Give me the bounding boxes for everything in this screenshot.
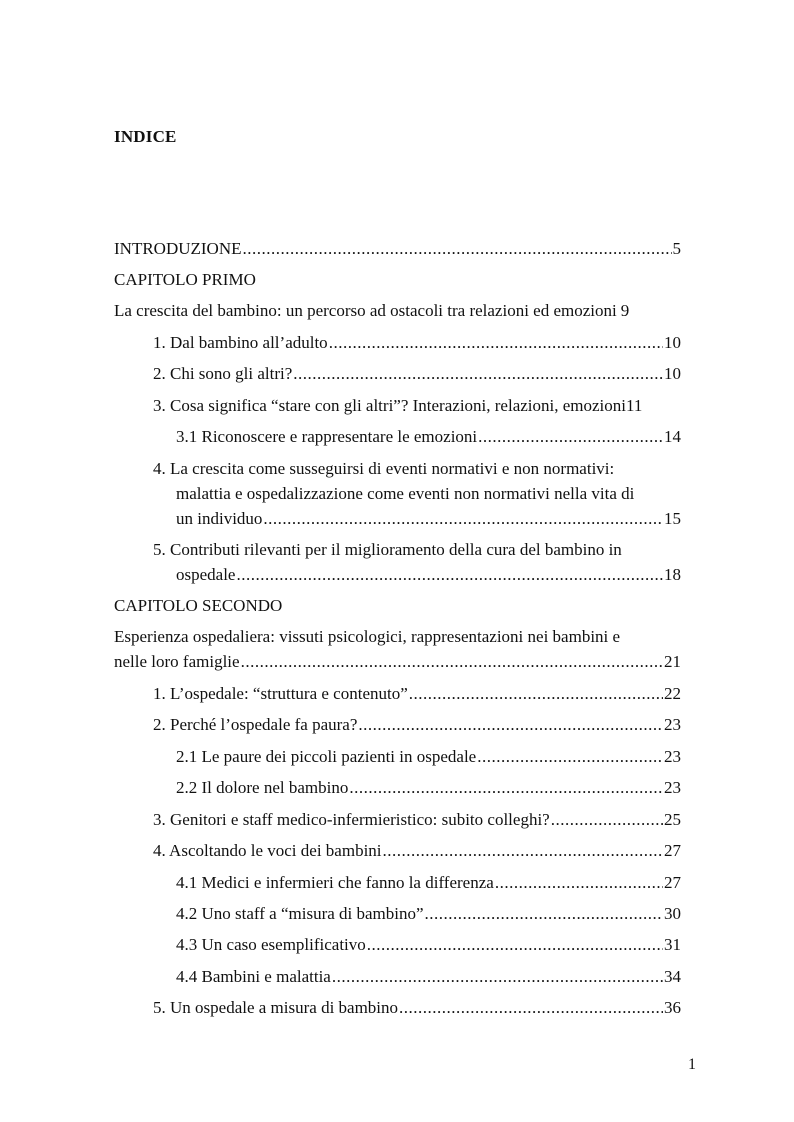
dot-leader	[329, 331, 663, 355]
dot-leader	[263, 507, 663, 531]
toc-entry-label: 1. Dal bambino all’adulto	[153, 333, 328, 352]
toc-entry-page: 31	[664, 935, 681, 954]
toc-entry-1-1[interactable]	[153, 331, 681, 355]
toc-entry-chapter2-title[interactable]	[114, 650, 681, 674]
dot-leader	[409, 682, 663, 706]
toc-entry-chapter2-line1: Esperienza ospedaliera: vissuti psicologici, rappresentazioni nei bambini e	[114, 627, 621, 646]
toc-entry-label: ospedale	[176, 565, 236, 584]
dot-leader	[495, 871, 663, 895]
toc-entry-label: 4.2 Uno staff a “misura di bambino”	[176, 904, 424, 923]
index-heading: INDICE	[114, 127, 177, 146]
toc-entry-label: La crescita del bambino: un percorso ad ostacoli tra relazioni ed emozioni	[114, 301, 617, 320]
dot-leader	[293, 362, 663, 386]
toc-entry-label: 5. Un ospedale a misura di bambino	[153, 998, 399, 1017]
toc-entry-2-1[interactable]	[153, 682, 681, 706]
toc-entry-2-2[interactable]	[153, 713, 681, 737]
toc-entry-label: 2. Perché l’ospedale fa paura?	[153, 715, 358, 734]
toc-entry-label: INTRODUZIONE	[114, 239, 242, 258]
chapter-heading-secondo: CAPITOLO SECONDO	[114, 596, 283, 615]
toc-entry-2-5[interactable]	[153, 996, 681, 1020]
toc-entry-page: 27	[664, 841, 681, 860]
toc-entry-label: 4.1 Medici e infermieri che fanno la differenza	[176, 873, 494, 892]
toc-entry-2-3[interactable]	[153, 808, 681, 832]
toc-entry-page: 34	[664, 967, 681, 986]
toc-entry-page: 21	[664, 652, 681, 671]
toc-entry-2-4-4[interactable]	[176, 965, 681, 989]
toc-entry-page: 10	[664, 364, 681, 383]
toc-entry-page: 23	[664, 778, 681, 797]
toc-entry-1-5[interactable]	[176, 563, 681, 587]
dot-leader	[478, 425, 663, 449]
toc-entry-label: un individuo	[176, 509, 263, 528]
toc-entry-1-2[interactable]	[153, 362, 681, 386]
toc-entry-page: 23	[664, 747, 681, 766]
toc-entry-page: 10	[664, 333, 681, 352]
toc-entry-label: 1. L’ospedale: “struttura e contenuto”	[153, 684, 408, 703]
toc-entry-label: 2.2 Il dolore nel bambino	[176, 778, 349, 797]
toc-entry-page: 15	[664, 509, 681, 528]
toc-entry-page: 30	[664, 904, 681, 923]
dot-leader	[241, 650, 663, 674]
toc-entry-2-2-1[interactable]	[176, 745, 681, 769]
toc-entry-label: 2. Chi sono gli altri?	[153, 364, 293, 383]
page-number: 1	[688, 1056, 696, 1073]
toc-entry-2-4[interactable]	[153, 839, 681, 863]
toc-entry-page: 27	[664, 873, 681, 892]
toc-entry-2-4-1[interactable]	[176, 871, 681, 895]
toc-entry-label: 2.1 Le paure dei piccoli pazienti in ospedale	[176, 747, 477, 766]
toc-entry-page: 23	[664, 715, 681, 734]
toc-entry-1-4-line2: malattia e ospedalizzazione come eventi non normativi nella vita di	[176, 484, 635, 503]
toc-entry-page: 22	[664, 684, 681, 703]
toc-entry-introduzione[interactable]	[114, 237, 681, 261]
dot-leader	[551, 808, 663, 832]
dot-leader	[383, 839, 663, 863]
toc-entry-1-5-line1: 5. Contributi rilevanti per il miglioramento della cura del bambino in	[153, 540, 622, 559]
toc-entry-2-4-3[interactable]	[176, 933, 681, 957]
dot-leader	[399, 996, 663, 1020]
toc-entry-page: 9	[620, 301, 630, 320]
toc-entry-page: 25	[664, 810, 681, 829]
toc-entry-label: 3. Genitori e staff medico-infermieristico: subito colleghi?	[153, 810, 550, 829]
dot-leader	[332, 965, 663, 989]
toc-entry-label: 4. Ascoltando le voci dei bambini	[153, 841, 382, 860]
toc-entry-page: 5	[672, 239, 681, 258]
toc-entry-1-4-line1: 4. La crescita come susseguirsi di eventi normativi e non normativi:	[153, 459, 615, 478]
toc-entry-page: 11	[626, 396, 643, 415]
dot-leader	[367, 933, 663, 957]
dot-leader	[358, 713, 663, 737]
dot-leader	[242, 237, 671, 261]
toc-entry-2-2-2[interactable]	[176, 776, 681, 800]
toc-entry-label: nelle loro famiglie	[114, 652, 240, 671]
dot-leader	[236, 563, 663, 587]
chapter-heading-primo: CAPITOLO PRIMO	[114, 270, 256, 289]
toc-entry-label: 4.3 Un caso esemplificativo	[176, 935, 366, 954]
toc-entry-page: 14	[664, 427, 681, 446]
dot-leader	[425, 902, 663, 926]
toc-entry-label: 3. Cosa significa “stare con gli altri”? Interazioni, relazioni, emozioni	[153, 396, 626, 415]
toc-entry-1-4[interactable]	[176, 507, 681, 531]
dot-leader	[349, 776, 663, 800]
toc-entry-1-3[interactable]	[153, 394, 690, 418]
toc-entry-1-3-1[interactable]	[176, 425, 681, 449]
toc-entry-label: 4.4 Bambini e malattia	[176, 967, 331, 986]
dot-leader	[477, 745, 663, 769]
toc-entry-chapter1-title[interactable]	[114, 299, 681, 323]
toc-entry-2-4-2[interactable]	[176, 902, 681, 926]
toc-entry-page: 18	[664, 565, 681, 584]
toc-entry-page: 36	[664, 998, 681, 1017]
toc-entry-label: 3.1 Riconoscere e rappresentare le emozioni	[176, 427, 478, 446]
